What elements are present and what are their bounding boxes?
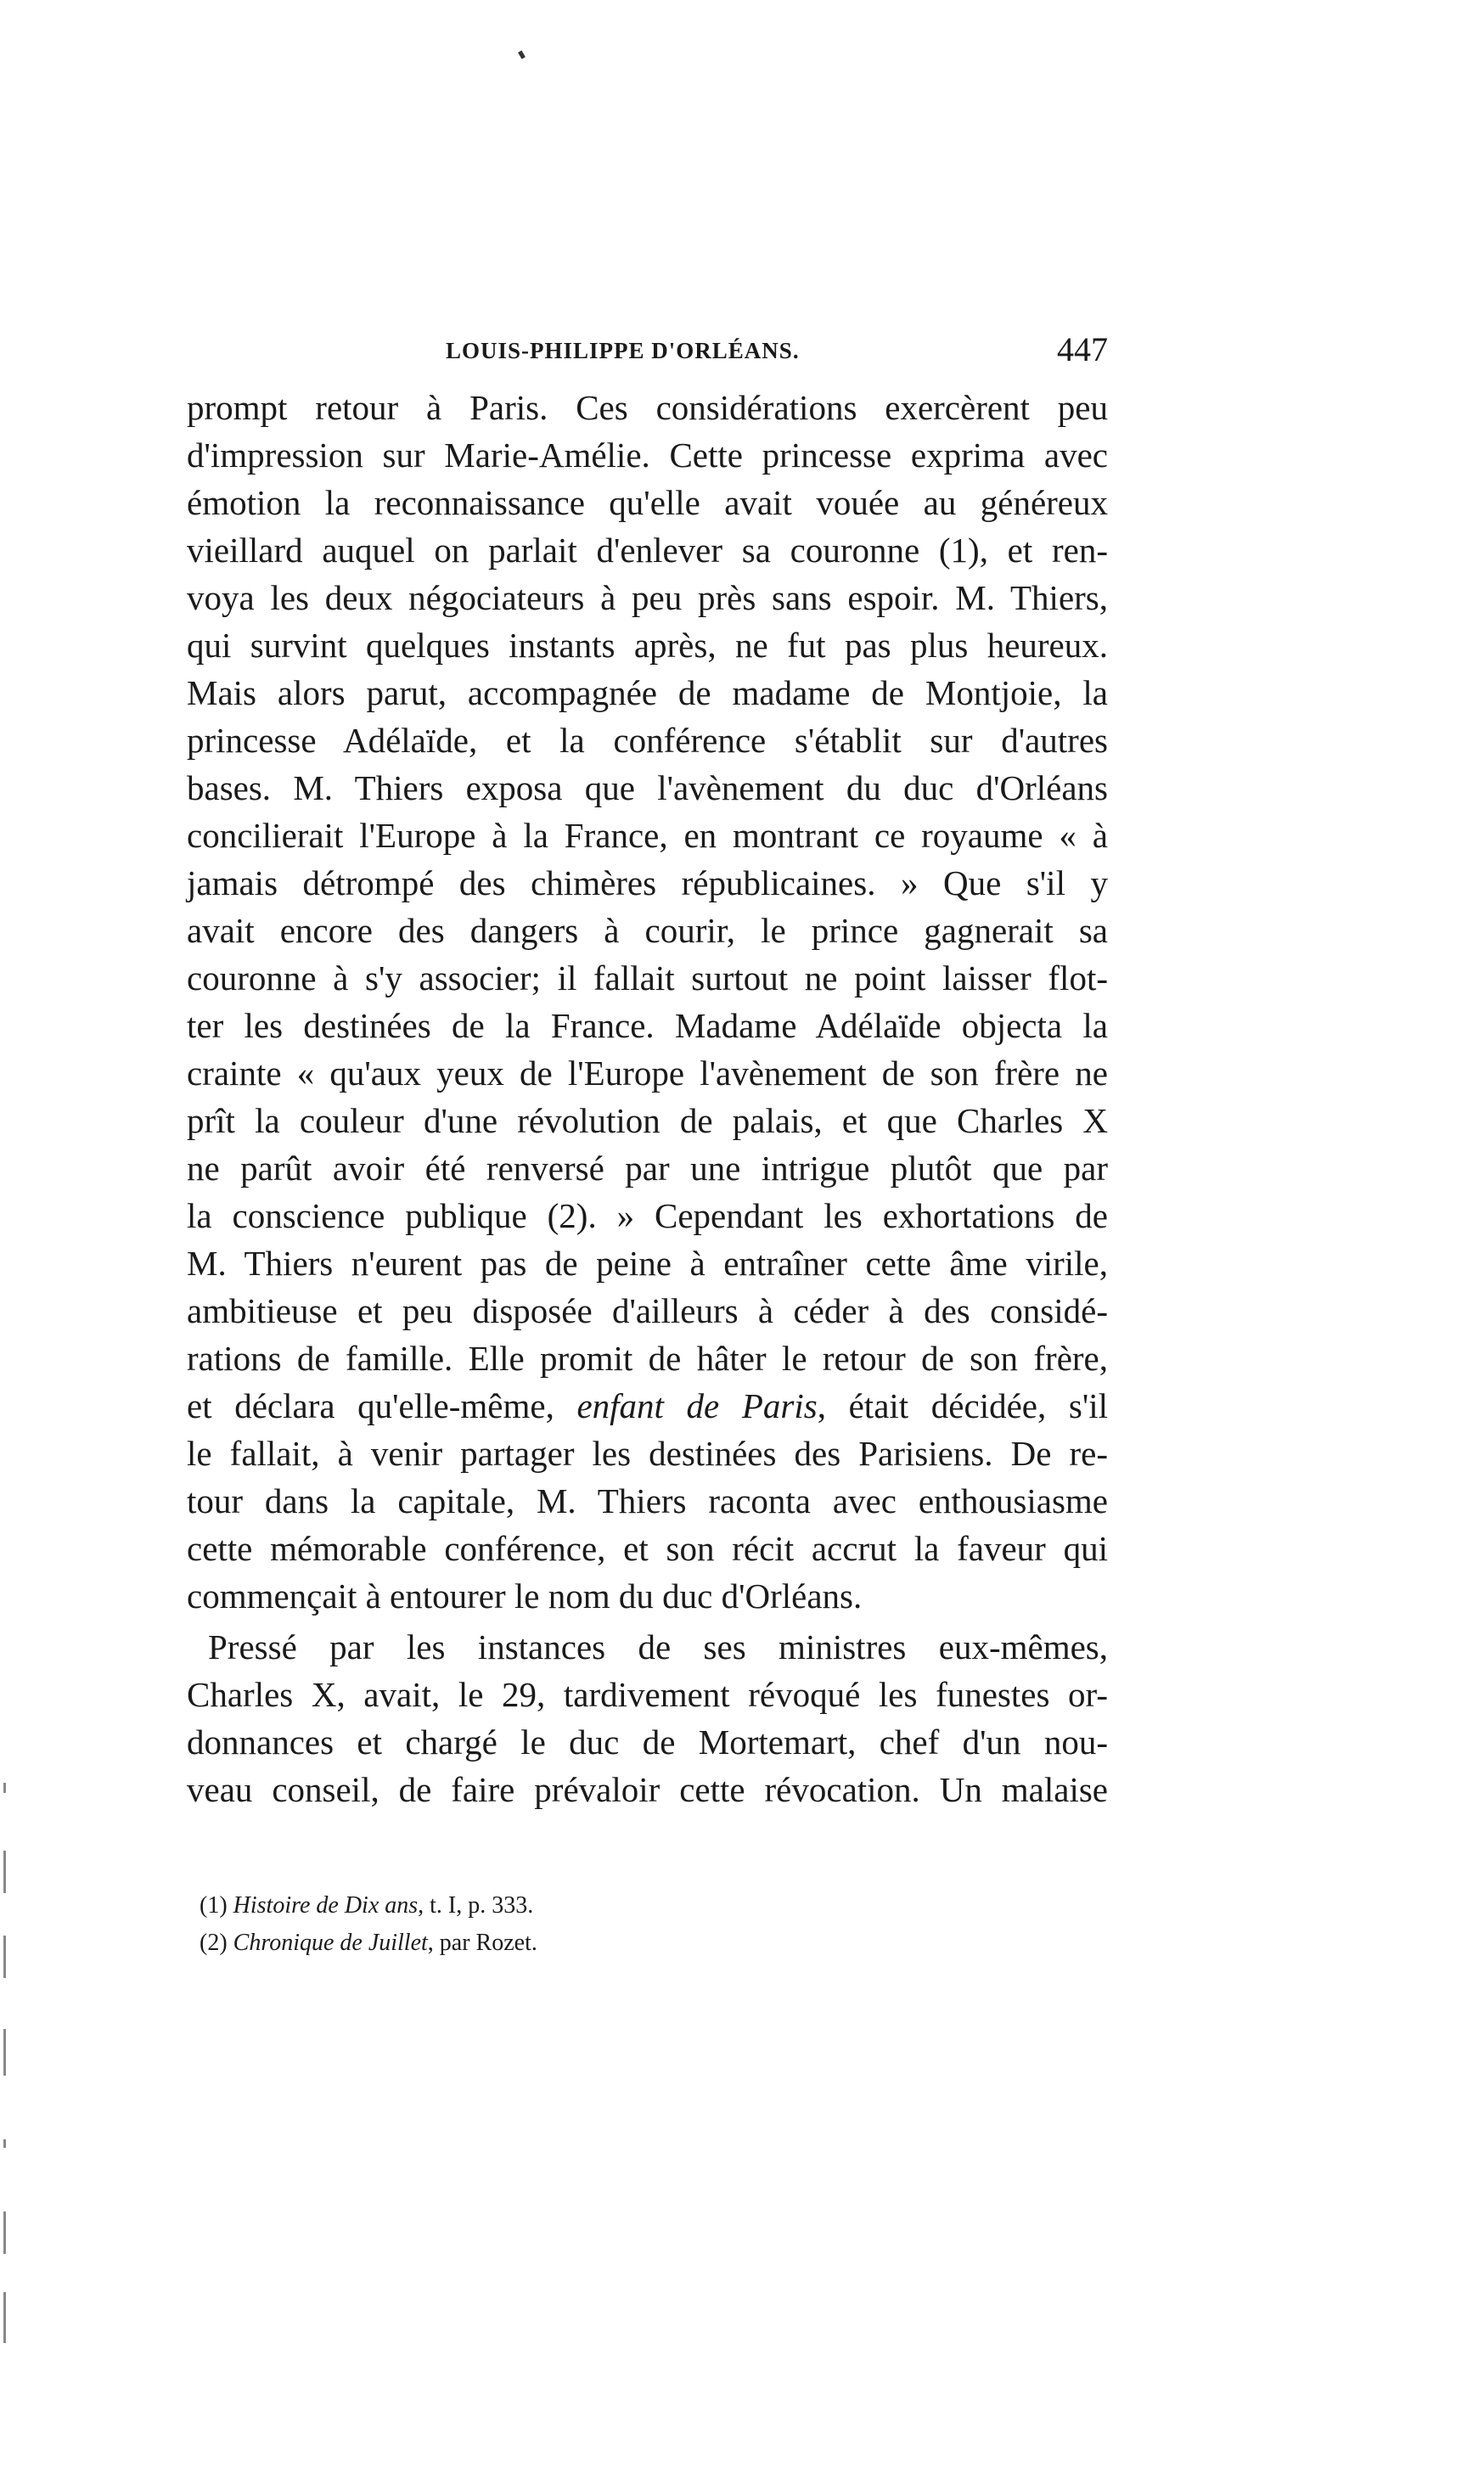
text-line: vieillard auquel on parlait d'enlever sa couronne (1), et ren- <box>187 531 1108 570</box>
text-line: concilierait l'Europe à la France, en montrant ce royaume « à <box>187 816 1108 855</box>
text-line: bases. M. Thiers exposa que l'avènement du duc d'Orléans <box>187 768 1108 807</box>
text-line: qui survint quelques instants après, ne fut pas plus heureux. <box>187 626 1108 665</box>
text-line: crainte « qu'aux yeux de l'Europe l'avènement de son frère ne <box>187 1054 1108 1093</box>
footnote-source-title: Histoire de Dix ans <box>233 1892 419 1919</box>
text-line: commençait à entourer le nom du duc d'Orléans. <box>187 1576 863 1616</box>
page-number: 447 <box>1057 330 1108 368</box>
scan-edge-mark <box>3 1783 6 1793</box>
footnote-marker: (2) <box>200 1930 233 1956</box>
text-line: émotion la reconnaissance qu'elle avait vouée au généreux <box>187 483 1108 522</box>
paragraph-1 <box>187 384 1108 1620</box>
scan-edge-mark <box>3 1851 6 1893</box>
text-line: rations de famille. Elle promit de hâter le retour de son frère, <box>187 1339 1108 1378</box>
footnote-marker: (1) <box>200 1892 233 1919</box>
ink-speck <box>518 50 526 59</box>
text-line: ter les destinées de la France. Madame Adélaïde objecta la <box>187 1006 1108 1045</box>
text-run: et déclara qu'elle-même, <box>187 1386 577 1425</box>
text-line: ne parût avoir été renversé par une intrigue plutôt que par <box>187 1149 1108 1188</box>
running-title: LOUIS-PHILIPPE D'ORLÉANS. <box>446 338 800 363</box>
text-line: prît la couleur d'une révolution de palais, et que Charles X <box>187 1101 1108 1140</box>
paragraph-2 <box>187 1623 1108 1813</box>
text-line <box>187 1382 1108 1430</box>
text-line: tour dans la capitale, M. Thiers raconta avec enthousiasme <box>187 1481 1108 1520</box>
text-line: la conscience publique (2). » Cependant les exhortations de <box>187 1196 1108 1235</box>
footnote <box>200 1925 1108 1962</box>
footnote-reference: , t. I, p. 333. <box>418 1892 534 1919</box>
text-line: veau conseil, de faire prévaloir cette révocation. Un malaise <box>187 1770 1108 1809</box>
text-line: d'impression sur Marie-Amélie. Cette princesse exprima avec <box>187 436 1108 475</box>
footnotes <box>200 1887 1108 1962</box>
body-text <box>187 384 1108 1813</box>
text-line: cette mémorable conférence, et son récit accrut la faveur qui <box>187 1529 1108 1568</box>
scan-edge-mark <box>3 1936 6 1978</box>
text-run: , était décidée, s'il <box>817 1386 1108 1425</box>
text-line: prompt retour à Paris. Ces considérations exercèrent peu <box>187 388 1108 427</box>
text-line: ambitieuse et peu disposée d'ailleurs à céder à des considé- <box>187 1291 1108 1330</box>
text-line: le fallait, à venir partager les destinées des Parisiens. De re- <box>187 1434 1108 1473</box>
scan-edge-mark <box>3 2139 6 2148</box>
text-line: jamais détrompé des chimères républicaines. » Que s'il y <box>187 863 1108 902</box>
scan-edge-marks <box>3 1749 7 2428</box>
text-line: M. Thiers n'eurent pas de peine à entraîner cette âme virile, <box>187 1244 1108 1283</box>
footnote <box>200 1887 1108 1925</box>
text-line: Charles X, avait, le 29, tardivement révoqué les funestes or- <box>187 1675 1108 1714</box>
italic-phrase: enfant de Paris <box>576 1386 818 1425</box>
footnote-source-title: Chronique de Juillet <box>233 1930 428 1956</box>
text-line: donnances et chargé le duc de Mortemart, chef d'un nou- <box>187 1722 1108 1762</box>
scan-edge-mark <box>3 2211 6 2254</box>
text-line: Pressé par les instances de ses ministres eux-mêmes, <box>208 1627 1108 1666</box>
scan-edge-mark <box>3 2292 6 2343</box>
text-line: Mais alors parut, accompagnée de madame de Montjoie, la <box>187 673 1108 712</box>
running-head <box>187 329 1108 372</box>
text-line: avait encore des dangers à courir, le prince gagnerait sa <box>187 911 1108 950</box>
text-line: princesse Adélaïde, et la conférence s'établit sur d'autres <box>187 721 1108 760</box>
text-line: couronne à s'y associer; il fallait surtout ne point laisser flot- <box>187 958 1108 997</box>
text-line: voya les deux négociateurs à peu près sans espoir. M. Thiers, <box>187 578 1108 617</box>
scan-edge-mark <box>3 2029 6 2076</box>
footnote-reference: , par Rozet. <box>427 1930 537 1956</box>
